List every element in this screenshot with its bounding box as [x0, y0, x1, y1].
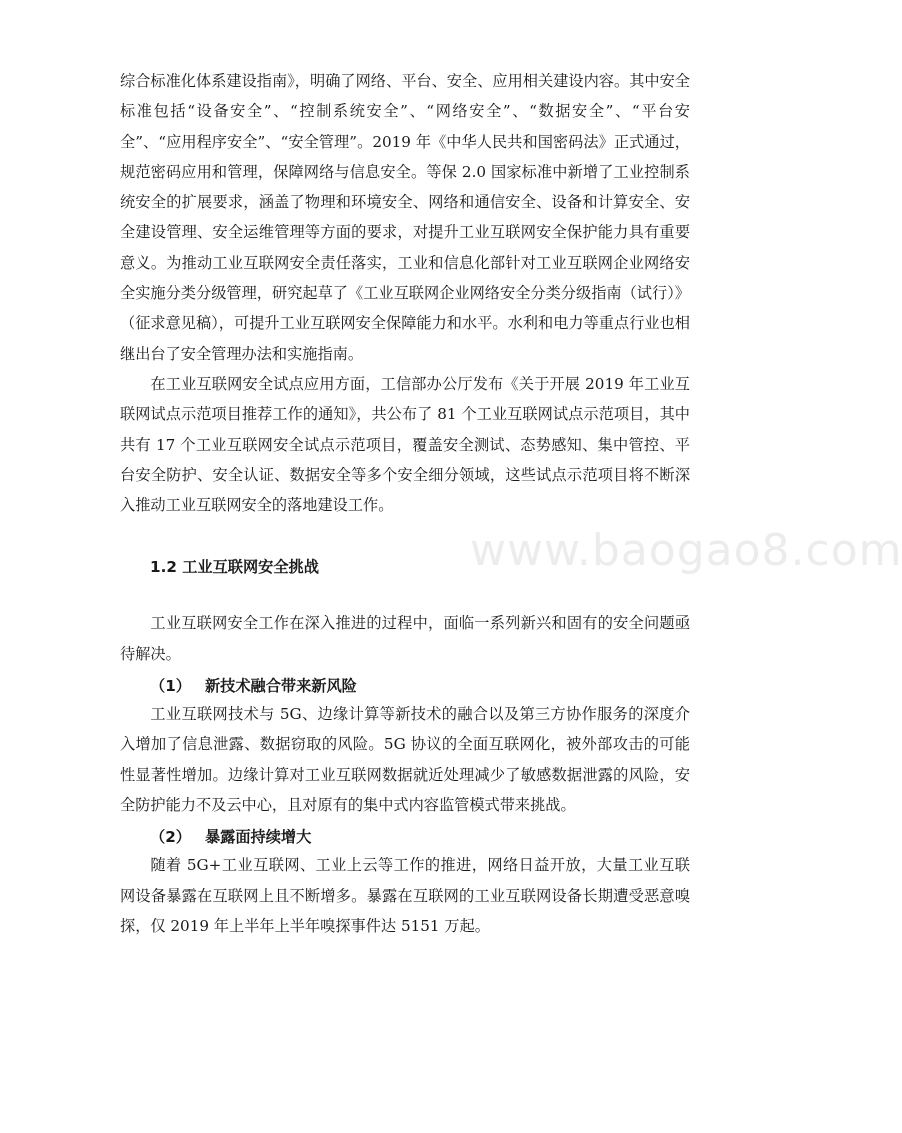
paragraph-new-tech-risk: 工业互联网技术与 5G、边缘计算等新技术的融合以及第三方协作服务的深度介入增加了信息泄露、数据窃取的风险。5G 协议的全面互联网化，被外部攻击的可能性显著性增加。边缘计算对工业互联网数据就近处理减少了敏感数据泄露的风险，安全防护能力不及云中心，且对原有的集中式内容监管模式带来挑战。: [120, 705, 690, 814]
subsection-number: （2）: [150, 828, 191, 847]
paragraph-standards: 综合标准化体系建设指南》，明确了网络、平台、安全、应用相关建设内容。其中安全标准包括“设备安全”、“控制系统安全”、“网络安全”、“数据安全”、“平台安全”、“应用程序安全”、“安全管理”。2019 年《中华人民共和国密码法》正式通过，规范密码应用和管理，保障网络与信息安全。等保 2.0 国家标准中新增了工业控制系统安全的扩展要求，涵盖了物理和环境安全、网络和通信安全、设备和计算安全、安全建设管理、安全运维管理等方面的要求，对提升工业互联网安全保护能力具有重要意义。为推动工业互联网安全责任落实，工业和信息化部针对工业互联网企业网络安全实施分类分级管理，研究起草了《工业互联网企业网络安全分类分级指南（试行）》（征求意见稿），可提升工业互联网安全保障能力和水平。水利和电力等重点行业也相继出台了安全管理办法和实施指南。: [120, 72, 690, 363]
paragraph-challenges-intro: 工业互联网安全工作在深入推进的过程中，面临一系列新兴和固有的安全问题亟待解决。: [120, 614, 690, 663]
section-title: 工业互联网安全挑战: [182, 558, 319, 577]
subsection-heading-1: [120, 673, 690, 699]
paragraph-pilot-projects: 在工业互联网安全试点应用方面，工信部办公厅发布《关于开展 2019 年工业互联网试点示范项目推荐工作的通知》，共公布了 81 个工业互联网试点示范项目，其中共有 17 个工业互联网安全试点示范项目，覆盖安全测试、态势感知、集中管控、平台安全防护、安全认证、数据安全等多个安全细分领域，这些试点示范项目将不断深入推动工业互联网安全的落地建设工作。: [120, 374, 690, 515]
section-heading: [120, 554, 690, 580]
subsection-number: （1）: [150, 677, 191, 696]
subsection-heading-2: [120, 824, 690, 850]
paragraph-exposure: 随着 5G+工业互联网、工业上云等工作的推进，网络日益开放，大量工业互联网设备暴露在互联网上且不断增多。暴露在互联网的工业互联网设备长期遭受恶意嗅探，仅 2019 年上半年上半年嗅探事件达 5151 万起。: [120, 856, 690, 935]
subsection-title: 新技术融合带来新风险: [204, 677, 357, 696]
subsection-title: 暴露面持续增大: [204, 828, 312, 847]
document-page: [120, 66, 690, 941]
section-number: 1.2: [150, 558, 177, 577]
watermark: www.baogao8.com: [470, 525, 902, 576]
